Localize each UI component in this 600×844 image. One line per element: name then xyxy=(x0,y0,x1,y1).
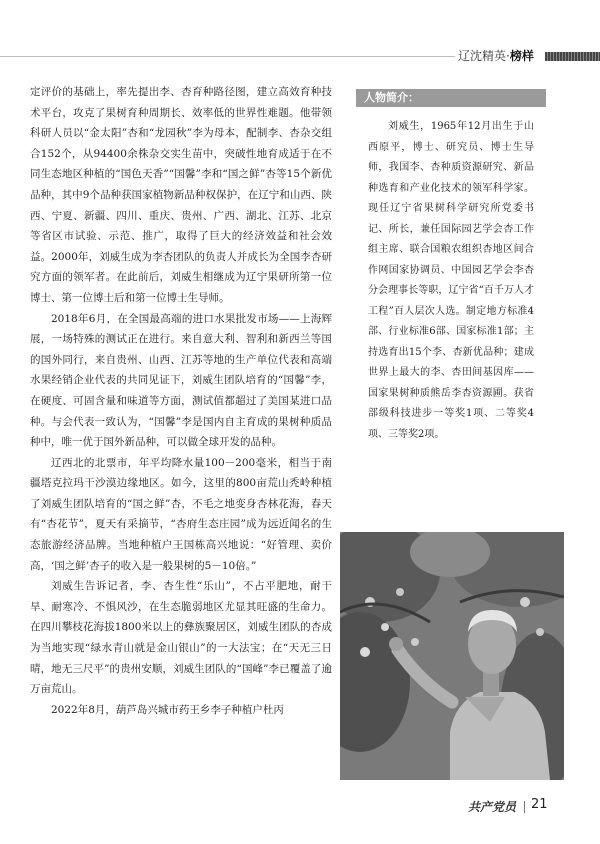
body-paragraph: 2022年8月，葫芦岛兴城市药王乡李子种植户杜丙 xyxy=(51,703,284,716)
body-paragraph: 刘威生告诉记者，李、杏生性“乐山”，不占平肥地，耐干旱、耐寒冷、不惧风沙，在生态脆弱地区尤显其旺盛的生命力。在四川攀枝花海拔1800米以上的彝族聚居区，刘威生团队的杏成为当地实现“绿水青山就是金山银山”的一大法宝；在“天无三日晴，地无三尺平”的贵州安顺，刘威生团队的“国峰”李已覆盖了逾万亩荒山。 xyxy=(30,580,332,696)
header-section-title xyxy=(458,47,534,64)
header-rule xyxy=(0,56,455,57)
body-paragraph: 辽西北的北票市，年平均降水量100－200毫米，相当于南疆塔克拉玛干沙漠边缘地区。如今，这里的800亩荒山秃岭种植了刘威生团队培育的“国之鲜”杏，不毛之地变身杏林花海，春天有“杏花节”，夏天有采摘节，“杏府生态庄园”成为远近闻名的生态旅游经济品牌。当地种植户王国栋高兴地说：“好管理、卖价高，‘国之鲜’杏子的收入是一般果树的5－10倍。” xyxy=(30,456,332,572)
page-number: 21 xyxy=(531,797,548,812)
profile-label: 人物简介： xyxy=(356,89,546,107)
magazine-logo: 共产党员 xyxy=(468,800,517,814)
page-header xyxy=(0,44,600,68)
header-column: 榜样 xyxy=(509,49,534,63)
header-section: 辽沈精英 xyxy=(458,49,507,63)
body-paragraph: 2018年6月，在全国最高端的进口水果批发市场——上海辉展，一场特殊的测试正在进行。来自意大利、智利和新西兰等国的国外同行，来自贵州、山西、江苏等地的生产单位代表和高端水果经销企业代表的共同见证下，刘威生团队培育的“国馨”李，在硬度、可固含量和味道等方面，测试值都超过了美国某进口品种。与会代表一致认为，“国馨”李是国内自主育成的果树种质品种中，唯一优于国外新品种，可以做全球开发的品种。 xyxy=(30,312,332,449)
portrait-photo xyxy=(340,532,564,780)
header-decorative-bar xyxy=(545,52,600,61)
profile-text: 刘威生，1965年12月出生于山西原平，博士、研究员、博士生导师，我国李、杏种质资源研究、新品种选育和产业化技术的领军科学家。现任辽宁省果树科学研究所党委书记、所长，兼任国际园艺学会杏工作组主席、联合国粮农组织杏地区间合作网国家协调员、中国园艺学会李杏分会理事长等职，辽宁省“百千万人才工程”百人层次人选。制定地方标准4部、行业标准6部、国家标准1部；主持选育出15个李、杏新优品种；建成世界上最大的李、杏田间基因库——国家果树种质熊岳李杏资源圃。获省部级科技进步一等奖1项、二等奖4项、三等奖2项。 xyxy=(368,121,534,440)
footer-divider xyxy=(524,801,525,813)
profile-sidebar xyxy=(356,89,546,445)
body-paragraph: 定评价的基础上，率先提出李、杏育种路径图，建立高效育种技术平台，攻克了果树育种周期长、效率低的世界性难题。他带领科研人员以“金太阳”杏和“龙园秋”李为母本，配制李、杏杂交组合152个，从94400余株杂交实生苗中，突破性地育成适于在不同生态地区种植的“国色天香”“国馨”李和“国之鲜”杏等15个新优品种，其中9个品种获国家植物新品种权保护，在辽宁和山西、陕西、宁夏、新疆、四川、重庆、贵州、广西、湖北、江苏、北京等省区市试验、示范、推广，取得了巨大的经济效益和社会效益。2000年，刘威生成为李杏团队的负责人并成长为全国李杏研究方面的领军者。在此前后，刘威生相继成为辽宁果研所第一位博士、第一位博士后和第一位博士生导师。 xyxy=(30,86,332,304)
portrait-photo-illustration xyxy=(340,532,564,780)
header-dot: · xyxy=(506,49,510,63)
page-footer xyxy=(0,797,600,819)
article-body xyxy=(30,82,332,720)
